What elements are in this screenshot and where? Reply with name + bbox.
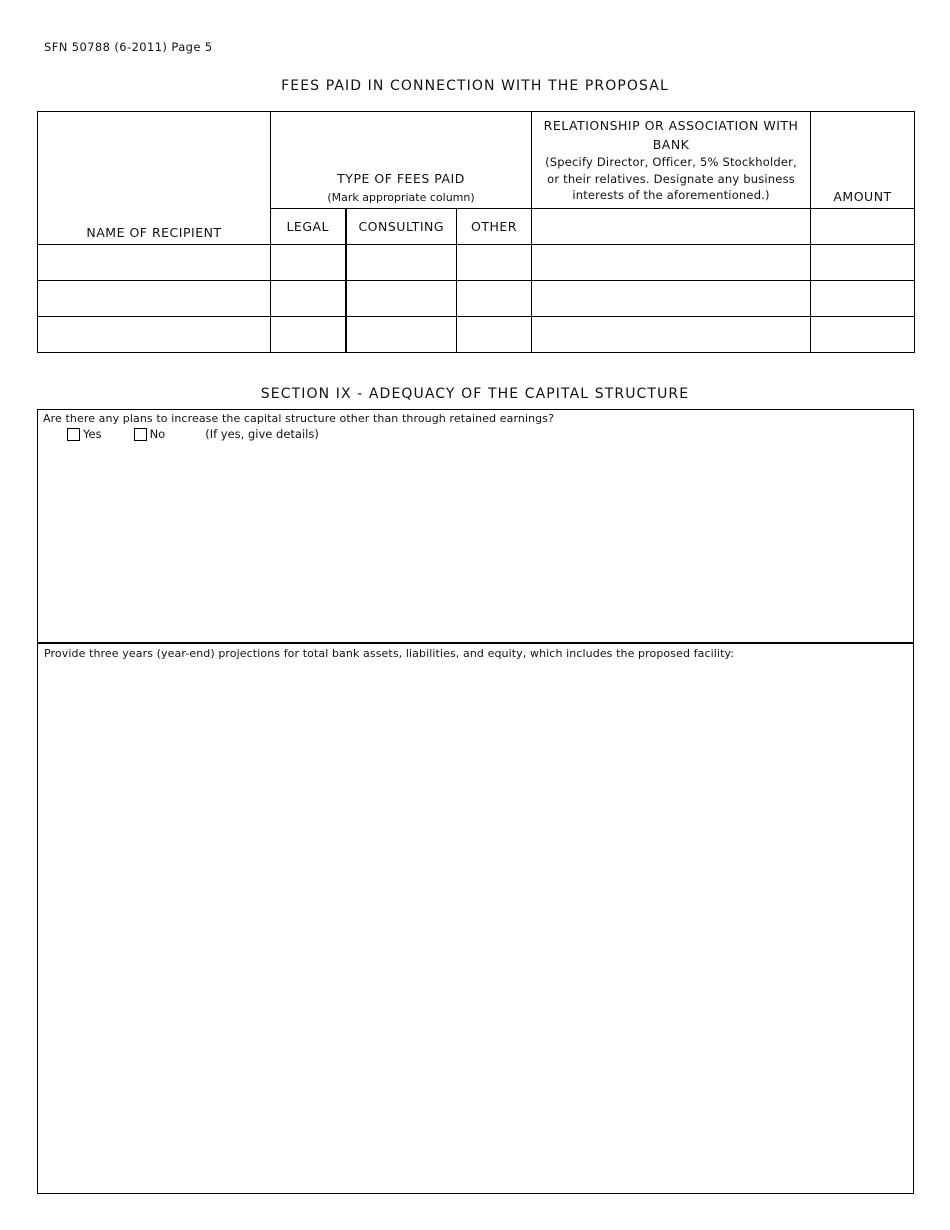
header-amount-label: AMOUNT bbox=[833, 188, 892, 204]
header-consulting bbox=[346, 208, 457, 244]
recipient-name-cell[interactable] bbox=[38, 316, 271, 352]
capital-plans-details-field[interactable] bbox=[43, 446, 908, 639]
consulting-cell[interactable] bbox=[346, 316, 457, 352]
amount-cell[interactable] bbox=[811, 316, 915, 352]
consulting-cell[interactable] bbox=[346, 280, 457, 316]
header-legal-label: LEGAL bbox=[286, 218, 330, 234]
consulting-cell[interactable] bbox=[346, 244, 457, 280]
section-ix-title: SECTION IX - ADEQUACY OF THE CAPITAL STRUCTURE bbox=[260, 386, 690, 402]
fees-section-title: FEES PAID IN CONNECTION WITH THE PROPOSAL bbox=[281, 78, 669, 94]
other-cell[interactable] bbox=[457, 316, 532, 352]
amount-cell[interactable] bbox=[811, 244, 915, 280]
relationship-cell[interactable] bbox=[532, 316, 811, 352]
legal-cell[interactable] bbox=[271, 280, 346, 316]
relationship-cell[interactable] bbox=[532, 244, 811, 280]
other-cell[interactable] bbox=[457, 280, 532, 316]
recipient-name-cell[interactable] bbox=[38, 244, 271, 280]
table-row bbox=[38, 316, 915, 352]
legal-cell[interactable] bbox=[271, 316, 346, 352]
header-name-label: NAME OF RECIPIENT bbox=[86, 224, 222, 240]
no-label: No bbox=[149, 427, 166, 441]
yes-checkbox[interactable] bbox=[67, 428, 80, 441]
header-legal bbox=[271, 208, 346, 244]
capital-plans-box[interactable] bbox=[37, 409, 914, 643]
header-relationship bbox=[532, 112, 811, 209]
projections-question: Provide three years (year-end) projections for total bank assets, liabilities, and equity, which includes the proposed facility: bbox=[44, 647, 735, 660]
table-row bbox=[38, 280, 915, 316]
header-other-label: OTHER bbox=[471, 218, 517, 234]
no-checkbox[interactable] bbox=[134, 428, 147, 441]
header-type-label: TYPE OF FEES PAID bbox=[337, 170, 465, 186]
header-type-note: (Mark appropriate column) bbox=[327, 190, 475, 204]
header-relationship-label: RELATIONSHIP OR ASSOCIATION WITH BANK bbox=[543, 118, 799, 152]
header-consulting-label: CONSULTING bbox=[358, 218, 445, 234]
header-relationship-note: (Specify Director, Officer, 5% Stockholder, or their relatives. Designate any business interests of the aforementioned.) bbox=[545, 155, 797, 202]
header-name-of-recipient bbox=[38, 112, 271, 245]
projections-box[interactable] bbox=[37, 642, 914, 1194]
fees-table bbox=[37, 111, 915, 353]
legal-cell[interactable] bbox=[271, 244, 346, 280]
header-type-of-fees bbox=[271, 112, 532, 209]
header-amount bbox=[811, 112, 915, 209]
projections-details-field[interactable] bbox=[44, 666, 907, 1189]
yes-label: Yes bbox=[83, 427, 102, 441]
relationship-blank-cell[interactable] bbox=[532, 208, 811, 244]
capital-plans-question: Are there any plans to increase the capital structure other than through retained earnings? bbox=[43, 412, 555, 425]
form-number: SFN 50788 (6-2011) Page 5 bbox=[44, 40, 213, 54]
table-row bbox=[38, 244, 915, 280]
header-other bbox=[457, 208, 532, 244]
relationship-cell[interactable] bbox=[532, 280, 811, 316]
if-yes-details-note: (If yes, give details) bbox=[205, 427, 319, 441]
amount-blank-cell[interactable] bbox=[811, 208, 915, 244]
yes-no-checkboxes bbox=[67, 427, 319, 441]
other-cell[interactable] bbox=[457, 244, 532, 280]
recipient-name-cell[interactable] bbox=[38, 280, 271, 316]
amount-cell[interactable] bbox=[811, 280, 915, 316]
